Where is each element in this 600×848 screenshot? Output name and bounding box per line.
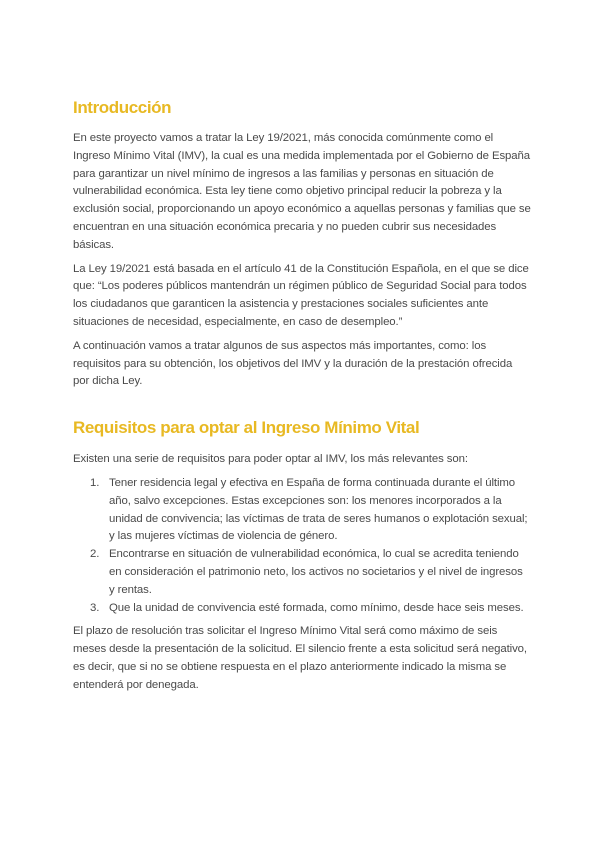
requisitos-closing-paragraph: El plazo de resolución tras solicitar el Ingreso Mínimo Vital será como máximo de seis meses desde la presentación de la solicitud. El silencio frente a esta solicitud será negativo, es decir, que si no se obtiene respuesta en el plazo anteriormente indicado la misma se entenderá por denegada. xyxy=(73,625,527,691)
list-item xyxy=(73,475,531,546)
intro-paragraph-1: En este proyecto vamos a tratar la Ley 19/2021, más conocida comúnmente como el Ingreso Mínimo Vital (IMV), la cual es una medida implementada por el Gobierno de España para garantizar un nivel mínimo de ingresos a las familias y personas en situación de vulnerabilidad económica. Esta ley tiene como objetivo principal reducir la pobreza y la exclusión social, proporcionando un apoyo económico a aquellas personas y familias que se encuentran en una situación económica precaria y no pueden cubrir sus necesidades básicas. xyxy=(73,132,531,251)
requisitos-intro-paragraph: Existen una serie de requisitos para poder optar al IMV, los más relevantes son: xyxy=(73,453,468,466)
requisitos-list xyxy=(73,475,531,617)
list-item-text: Tener residencia legal y efectiva en España de forma continuada durante el último año, salvo excepciones. Estas excepciones son: los menores incorporados a la unidad de convivencia; las víctimas de trata de seres humanos o explotación sexual; y las mujeres víctimas de violencia de género. xyxy=(109,476,528,543)
list-item xyxy=(73,546,531,599)
list-item xyxy=(73,600,531,618)
list-item-text: Que la unidad de convivencia esté formada, como mínimo, desde hace seis meses. xyxy=(109,601,524,614)
list-item-number: 1. xyxy=(90,476,100,489)
list-item-number: 3. xyxy=(90,601,100,614)
intro-paragraph-2: La Ley 19/2021 está basada en el artículo 41 de la Constitución Española, en el que se dice que: “Los poderes públicos mantendrán un régimen público de Seguridad Social para todos los ciudadanos que garanticen la asistencia y prestaciones sociales suficientes ante situaciones de necesidad, especialmente, en caso de desempleo.” xyxy=(73,262,529,328)
list-item-text: Encontrarse en situación de vulnerabilidad económica, lo cual se acredita teniendo en consideración el patrimonio neto, los activos no societarios y el nivel de ingresos y rentas. xyxy=(109,548,523,596)
list-item-number: 2. xyxy=(90,548,100,561)
section-heading-introduccion: Introducción xyxy=(73,98,172,117)
intro-paragraph-3: A continuación vamos a tratar algunos de sus aspectos más importantes, como: los requisitos para su obtención, los objetivos del IMV y la duración de la prestación ofrecida por dicha Ley. xyxy=(73,339,513,388)
section-heading-requisitos: Requisitos para optar al Ingreso Mínimo Vital xyxy=(73,418,420,438)
document-page xyxy=(73,97,531,701)
